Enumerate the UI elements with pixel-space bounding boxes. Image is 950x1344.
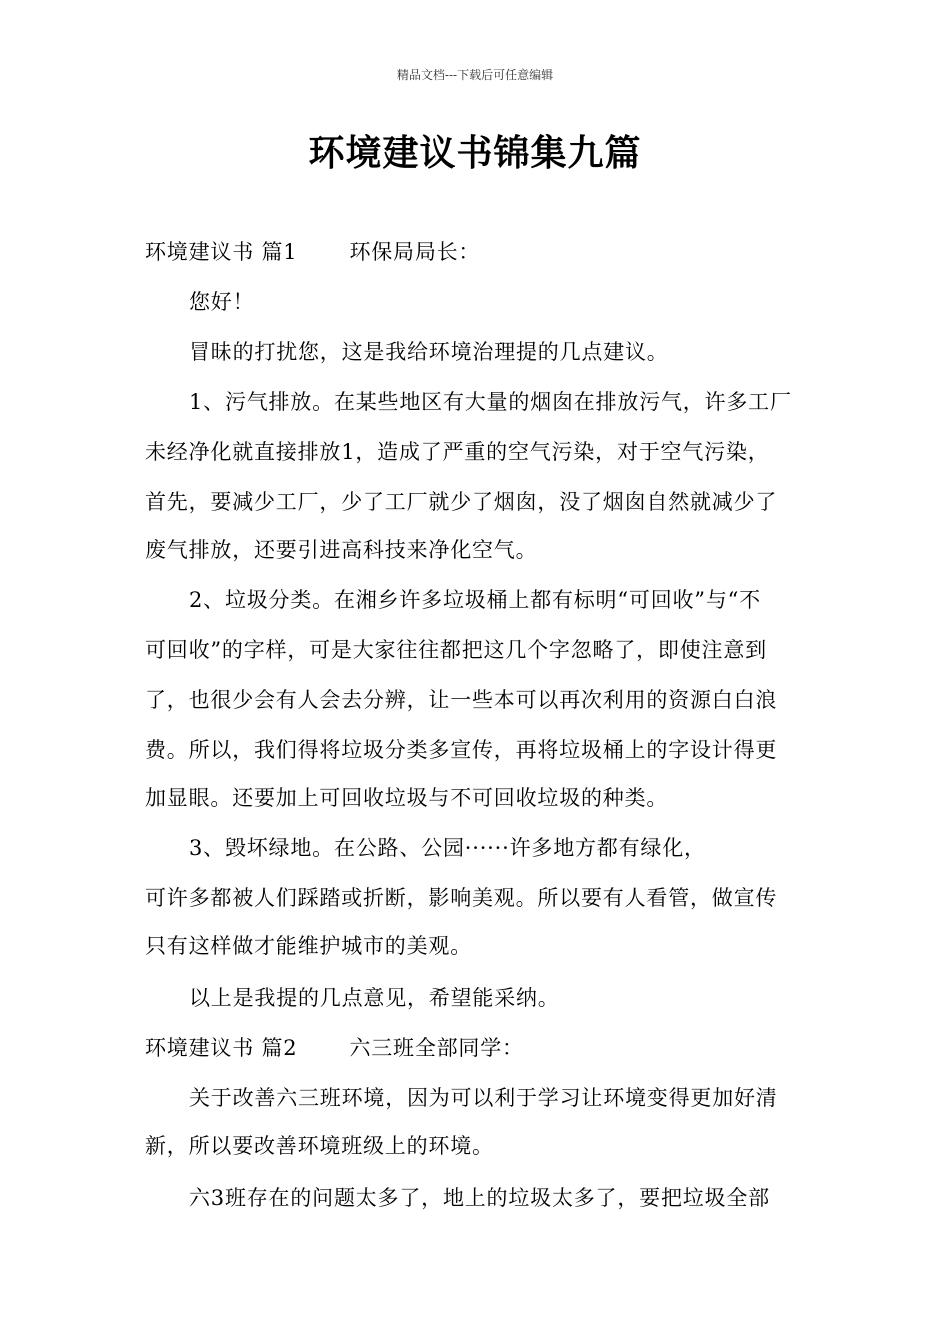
- paragraph-line: 只有这样做才能维护城市的美观。: [145, 934, 472, 958]
- paragraph-line: 冒昧的打扰您，这是我给环境治理提的几点建议。: [189, 340, 669, 364]
- paragraph-line: 六3班存在的问题太多了，地上的垃圾太多了，要把垃圾全部: [189, 1186, 770, 1210]
- section-heading: 环境建议书 篇1: [145, 240, 298, 264]
- document-title: 环境建议书锦集九篇: [308, 132, 642, 174]
- paragraph-line: 可许多都被人们踩踏或折断，影响美观。所以要有人看管，做宣传: [145, 886, 778, 910]
- paragraph-line: 费。所以，我们得将垃圾分类多宣传，再将垃圾桶上的字设计得更: [145, 738, 778, 762]
- salutation: 环保局局长：: [349, 240, 481, 264]
- paragraph-line: 关于改善六三班环境，因为可以利于学习让环境变得更加好清: [189, 1086, 778, 1110]
- paragraph-line: 2、垃圾分类。在湘乡许多垃圾桶上都有标明“可回收”与“不: [189, 588, 761, 612]
- salutation: 六三班全部同学：: [349, 1036, 524, 1060]
- paragraph-line: 以上是我提的几点意见，希望能采纳。: [189, 986, 560, 1010]
- paragraph-line: 您好！: [189, 290, 255, 314]
- paragraph-line: 可回收”的字样，可是大家往往都把这几个字忽略了，即使注意到: [145, 638, 767, 662]
- paragraph-line: 新，所以要改善环境班级上的环境。: [145, 1134, 494, 1158]
- paragraph-line: 首先，要减少工厂，少了工厂就少了烟囱，没了烟囱自然就减少了: [145, 490, 778, 514]
- section-heading: 环境建议书 篇2: [145, 1036, 298, 1060]
- section-heading-line: [145, 1033, 810, 1063]
- header-note: 精品文档---下载后可任意编辑: [396, 68, 554, 82]
- paragraph-line: 了，也很少会有人会去分辨，让一些本可以再次利用的资源白白浪: [145, 688, 778, 712]
- section-heading-line: [145, 237, 810, 267]
- paragraph-line: 1、污气排放。在某些地区有大量的烟囱在排放污气，许多工厂: [189, 390, 792, 414]
- paragraph-line: 3、毁坏绿地。在公路、公园······许多地方都有绿化，: [189, 836, 706, 860]
- paragraph-line: 废气排放，还要引进高科技来净化空气。: [145, 538, 538, 562]
- paragraph-line: 未经净化就直接排放1，造成了严重的空气污染，对于空气污染，: [145, 440, 770, 464]
- paragraph-line: 加显眼。还要加上可回收垃圾与不可回收垃圾的种类。: [145, 786, 669, 810]
